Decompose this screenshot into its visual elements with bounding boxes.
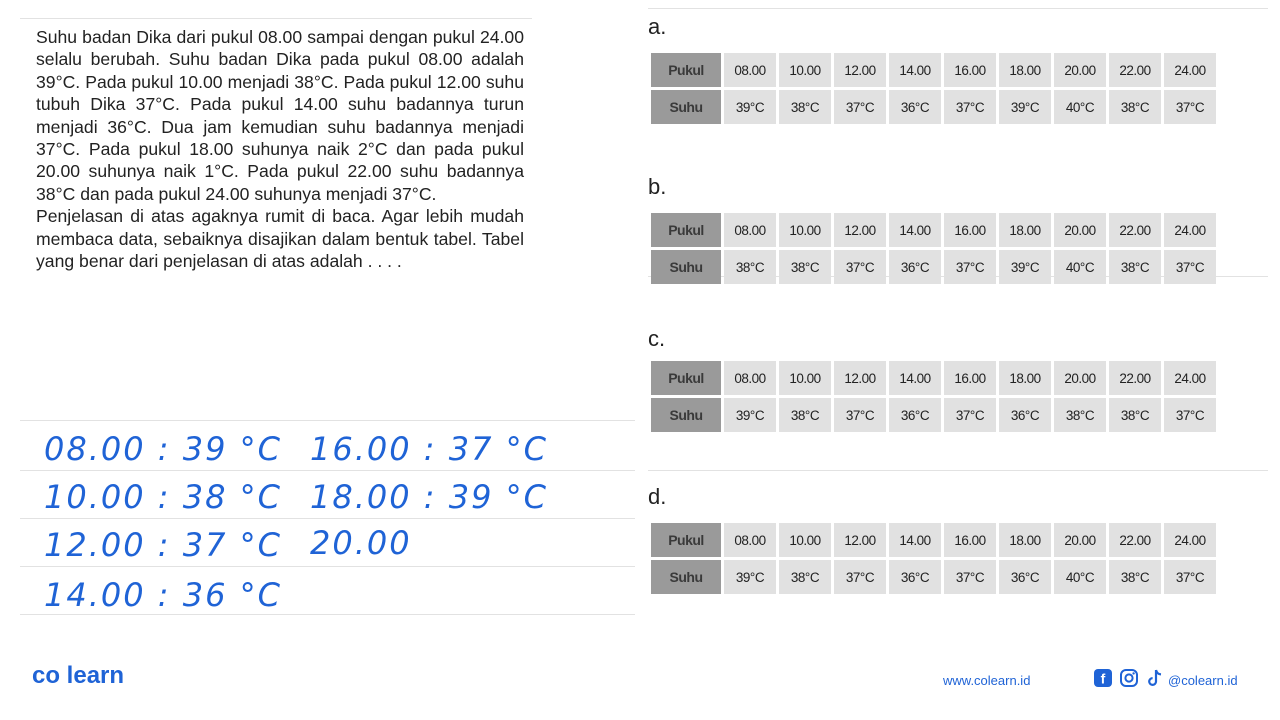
suhu-header: Suhu (651, 250, 721, 284)
time-cell: 08.00 (724, 523, 776, 557)
temp-cell: 37°C (944, 90, 996, 124)
time-cell: 14.00 (889, 523, 941, 557)
handwriting-line: 16.00 : 37 °C (310, 430, 548, 468)
temp-cell: 38°C (1109, 90, 1161, 124)
instagram-icon (1119, 668, 1139, 688)
option-c-table (648, 358, 1219, 435)
problem-paragraph-2: Penjelasan di atas agaknya rumit di baca. Agar lebih mudah membaca data, sebaiknya disajikan dalam bentuk tabel. Tabel yang benar dari penjelasan di atas adalah . . . . (36, 206, 524, 272)
social-handle: @colearn.id (1168, 673, 1238, 688)
time-cell: 12.00 (834, 361, 886, 395)
temp-cell: 36°C (889, 398, 941, 432)
temp-cell: 38°C (779, 560, 831, 594)
handwriting-line: 10.00 : 38 °C (44, 478, 282, 516)
temp-cell: 38°C (724, 250, 776, 284)
facebook-icon (1093, 668, 1113, 688)
option-c-letter: c. (648, 326, 666, 351)
handwriting-line: 20.00 (310, 524, 412, 562)
temp-cell: 37°C (834, 90, 886, 124)
problem-paragraph-1: Suhu badan Dika dari pukul 08.00 sampai dengan pukul 24.00 selalu berubah. Suhu badan Dika pada pukul 08.00 adalah 39°C. Pada pukul 10.00 menjadi 38°C. Pada pukul 12.00 suhu tubuh Dika 37°C. Pada pukul 14.00 suhu badannya turun menjadi 36°C. Dua jam kemudian suhu badannya menjadi 37°C. Pada pukul 18.00 suhunya naik 2°C dan pada pukul 20.00 suhunya naik 1°C. Pada pukul 22.00 suhu badannya 38°C dan pada pukul 24.00 suhunya menjadi 37°C. (36, 27, 524, 204)
time-cell: 16.00 (944, 53, 996, 87)
time-cell: 16.00 (944, 213, 996, 247)
table-row-pukul (651, 213, 1216, 247)
option-d-table (648, 520, 1219, 597)
time-cell: 20.00 (1054, 361, 1106, 395)
time-cell: 14.00 (889, 53, 941, 87)
option-a-letter: a. (648, 14, 667, 39)
table-row-suhu (651, 90, 1216, 124)
temp-cell: 37°C (834, 398, 886, 432)
ruled-line (20, 420, 635, 421)
time-cell: 12.00 (834, 523, 886, 557)
temp-cell: 38°C (779, 398, 831, 432)
tiktok-icon (1145, 668, 1165, 688)
time-cell: 18.00 (999, 361, 1051, 395)
time-cell: 20.00 (1054, 523, 1106, 557)
ruled-line (20, 518, 635, 519)
footer-website: www.colearn.id (943, 673, 1031, 688)
time-cell: 08.00 (724, 53, 776, 87)
time-cell: 22.00 (1109, 523, 1161, 557)
handwriting-line: 08.00 : 39 °C (44, 430, 282, 468)
temp-cell: 38°C (1109, 560, 1161, 594)
temp-cell: 40°C (1054, 560, 1106, 594)
time-cell: 24.00 (1164, 53, 1216, 87)
time-cell: 18.00 (999, 523, 1051, 557)
temp-cell: 38°C (1054, 398, 1106, 432)
temp-cell: 37°C (1164, 250, 1216, 284)
time-cell: 14.00 (889, 213, 941, 247)
pukul-header: Pukul (651, 523, 721, 557)
handwriting-line: 12.00 : 37 °C (44, 526, 282, 564)
table-row-suhu (651, 398, 1216, 432)
time-cell: 16.00 (944, 361, 996, 395)
time-cell: 16.00 (944, 523, 996, 557)
option-b-table (648, 210, 1219, 287)
temp-cell: 39°C (724, 398, 776, 432)
temp-cell: 38°C (779, 250, 831, 284)
temp-cell: 38°C (1109, 250, 1161, 284)
ruled-line (20, 18, 532, 19)
pukul-header: Pukul (651, 361, 721, 395)
time-cell: 08.00 (724, 361, 776, 395)
time-cell: 10.00 (779, 213, 831, 247)
table-row-pukul (651, 53, 1216, 87)
ruled-line (648, 470, 1268, 471)
time-cell: 24.00 (1164, 523, 1216, 557)
time-cell: 12.00 (834, 53, 886, 87)
option-a-table (648, 50, 1219, 127)
temp-cell: 37°C (834, 250, 886, 284)
ruled-line (20, 470, 635, 471)
temp-cell: 40°C (1054, 250, 1106, 284)
table-row-suhu (651, 560, 1216, 594)
temp-cell: 36°C (999, 560, 1051, 594)
time-cell: 20.00 (1054, 53, 1106, 87)
time-cell: 10.00 (779, 361, 831, 395)
problem-statement (36, 26, 524, 272)
time-cell: 22.00 (1109, 53, 1161, 87)
temp-cell: 36°C (999, 398, 1051, 432)
temp-cell: 37°C (834, 560, 886, 594)
temp-cell: 39°C (724, 560, 776, 594)
temp-cell: 40°C (1054, 90, 1106, 124)
time-cell: 18.00 (999, 53, 1051, 87)
temp-cell: 36°C (889, 250, 941, 284)
temp-cell: 37°C (944, 560, 996, 594)
temp-cell: 39°C (999, 250, 1051, 284)
temp-cell: 38°C (779, 90, 831, 124)
time-cell: 22.00 (1109, 213, 1161, 247)
colearn-logo: co learn (32, 662, 125, 689)
ruled-line (648, 8, 1268, 9)
facebook-glyph: f (1100, 670, 1106, 687)
ruled-line (20, 566, 635, 567)
temp-cell: 36°C (889, 90, 941, 124)
temp-cell: 38°C (1109, 398, 1161, 432)
temp-cell: 37°C (1164, 90, 1216, 124)
time-cell: 24.00 (1164, 361, 1216, 395)
table-row-suhu (651, 250, 1216, 284)
option-d-letter: d. (648, 484, 667, 509)
time-cell: 22.00 (1109, 361, 1161, 395)
time-cell: 10.00 (779, 53, 831, 87)
pukul-header: Pukul (651, 213, 721, 247)
time-cell: 18.00 (999, 213, 1051, 247)
time-cell: 08.00 (724, 213, 776, 247)
time-cell: 20.00 (1054, 213, 1106, 247)
table-row-pukul (651, 523, 1216, 557)
temp-cell: 39°C (999, 90, 1051, 124)
option-b-letter: b. (648, 174, 667, 199)
handwriting-line: 18.00 : 39 °C (310, 478, 548, 516)
suhu-header: Suhu (651, 90, 721, 124)
temp-cell: 37°C (944, 398, 996, 432)
time-cell: 14.00 (889, 361, 941, 395)
temp-cell: 39°C (724, 90, 776, 124)
ruled-line (20, 614, 635, 615)
time-cell: 12.00 (834, 213, 886, 247)
temp-cell: 37°C (1164, 398, 1216, 432)
temp-cell: 36°C (889, 560, 941, 594)
table-row-pukul (651, 361, 1216, 395)
suhu-header: Suhu (651, 560, 721, 594)
suhu-header: Suhu (651, 398, 721, 432)
pukul-header: Pukul (651, 53, 721, 87)
temp-cell: 37°C (1164, 560, 1216, 594)
temp-cell: 37°C (944, 250, 996, 284)
time-cell: 24.00 (1164, 213, 1216, 247)
handwriting-line: 14.00 : 36 °C (44, 576, 282, 614)
time-cell: 10.00 (779, 523, 831, 557)
